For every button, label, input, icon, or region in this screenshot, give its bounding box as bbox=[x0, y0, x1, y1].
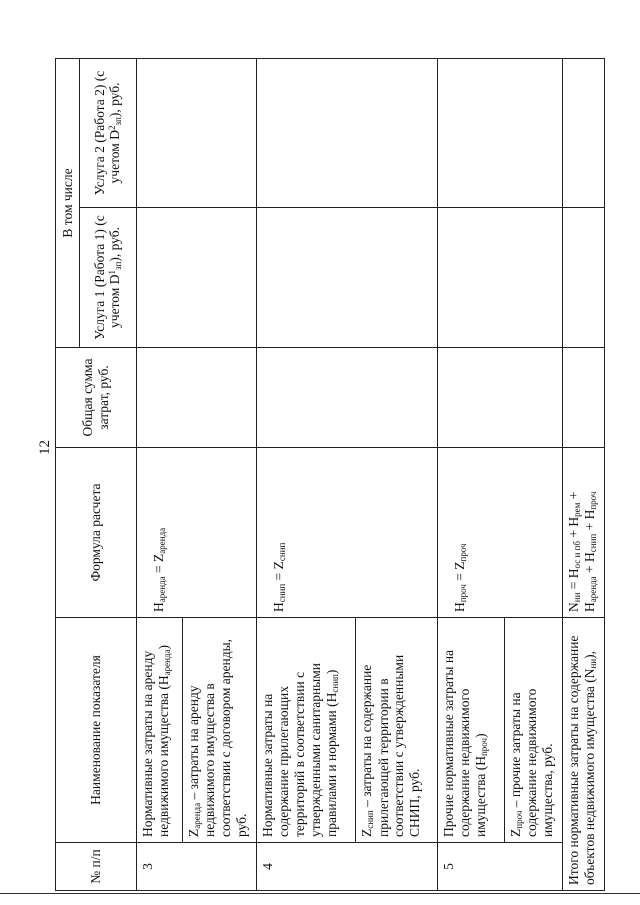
cell-total bbox=[437, 348, 562, 448]
header-row-1 bbox=[56, 59, 80, 891]
cost-table bbox=[55, 58, 605, 891]
header-including: В том числе bbox=[56, 59, 80, 348]
header-service-2: Услуга 2 (Работа 2) (с учетом $D^2_{зп}$), руб. bbox=[80, 59, 137, 208]
table-row-total bbox=[562, 59, 604, 891]
row-name: $Z_{снип}$ – затраты на содержание прилегающей территории в соответствии с утвержденными СНИП, руб. bbox=[355, 618, 437, 843]
header-total: Общая сумма затрат, руб. bbox=[56, 348, 137, 448]
cell-service-1 bbox=[437, 208, 562, 348]
table-row bbox=[136, 59, 182, 891]
header-name: Наименование показателя bbox=[56, 618, 137, 843]
row-name: $Z_{проч}$ – прочие затраты на содержание недвижимого имущества, руб. bbox=[504, 618, 562, 843]
cell-service-2 bbox=[562, 59, 604, 208]
header-num: № п/п bbox=[56, 843, 137, 891]
cell-service-2 bbox=[257, 59, 437, 208]
row-name: Нормативные затраты на содержание прилегающих территорий в соответствии с утвержденными санитарными правилами и нормами $(Н_{снип})$ bbox=[257, 618, 355, 843]
row-formula: $Н_{аренда} = Z_{аренда}$ bbox=[136, 448, 257, 618]
cell-total bbox=[562, 348, 604, 448]
bottom-divider bbox=[0, 893, 640, 894]
cell-service-1 bbox=[562, 208, 604, 348]
header-service-1: Услуга 1 (Работа 1) (с учетом $D^1_{зп}$), руб. bbox=[80, 208, 137, 348]
total-row-name: Итого нормативные затраты на содержание объектов недвижимого имущества $(N_{ни})$, bbox=[562, 618, 604, 891]
header-formula: Формула расчета bbox=[56, 448, 137, 618]
cell-total bbox=[257, 348, 437, 448]
row-number: 5 bbox=[437, 843, 562, 891]
page-number: 12 bbox=[37, 440, 53, 455]
table-row bbox=[437, 59, 504, 891]
table-row bbox=[257, 59, 355, 891]
total-row-formula: $N_{ни} = Н_{ос и пб} + Н_{рем}$ + $Н_{аренда} + Н_{снип} + Н_{проч}$ bbox=[562, 448, 604, 618]
row-formula: $Н_{проч} = Z_{проч}$ bbox=[437, 448, 562, 618]
cell-service-1 bbox=[136, 208, 257, 348]
row-formula: $Н_{снип} = Z_{снип}$ bbox=[257, 448, 437, 618]
cell-service-1 bbox=[257, 208, 437, 348]
cell-total bbox=[136, 348, 257, 448]
cell-service-2 bbox=[136, 59, 257, 208]
row-name: Нормативные затраты на аренду недвижимого имущества $(Н_{аренда})$ bbox=[136, 618, 182, 843]
row-number: 4 bbox=[257, 843, 437, 891]
rotated-table-container bbox=[55, 59, 605, 891]
cell-service-2 bbox=[437, 59, 562, 208]
row-name: $Z_{аренда}$ – затраты на аренду недвижимого имущества в соответствии с договором аренды, руб. bbox=[182, 618, 257, 843]
row-number: 3 bbox=[136, 843, 257, 891]
row-name: Прочие нормативные затраты на содержание недвижимого имущества $(Н_{проч})$ bbox=[437, 618, 504, 843]
